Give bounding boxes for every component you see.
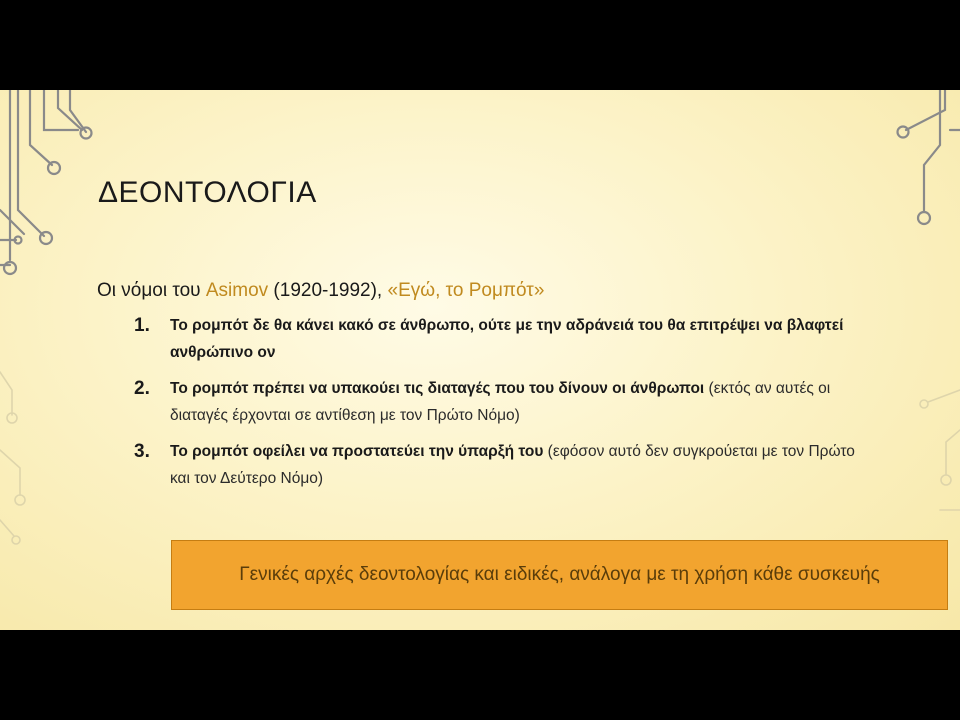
law-item-1 [130, 312, 860, 366]
callout-box [171, 540, 948, 610]
law-number: 2. [134, 378, 150, 399]
law-statement: Το ρομπότ πρέπει να υπακούει τις διαταγές που του δίνουν οι άνθρωποι [170, 380, 705, 397]
slide-title: ΔΕΟΝΤΟΛΟΓΙΑ [98, 176, 317, 209]
callout-text: Γενικές αρχές δεοντολογίας και ειδικές, ανάλογα με τη χρήση κάθε συσκευής [239, 564, 880, 585]
law-number: 3. [134, 441, 150, 462]
law-item-3 [130, 438, 860, 492]
law-number: 1. [134, 315, 150, 336]
intro-line [97, 280, 544, 302]
author-name: Asimov [205, 280, 269, 301]
author-years: (1920-1992), [268, 280, 388, 301]
law-statement: Το ρομπότ δε θα κάνει κακό σε άνθρωπο, ούτε με την αδράνειά του θα επιτρέψει να βλαφτεί ανθρώπινο ον [170, 317, 844, 361]
law-statement: Το ρομπότ οφείλει να προστατεύει την ύπαρξή του [170, 443, 544, 460]
intro-prefix: Οι νόμοι του [97, 280, 206, 301]
laws-list [130, 312, 860, 501]
law-clarification: (εφόσον αυτό δεν συγκρούεται με τον Πρώτο και τον Δεύτερο Νόμο) [170, 443, 855, 487]
law-item-2 [130, 375, 860, 429]
book-title: «Εγώ, το Ρομπότ» [387, 280, 545, 301]
slide [0, 90, 960, 630]
law-clarification: (εκτός αν αυτές οι διαταγές έρχονται σε αντίθεση με τον Πρώτο Νόμο) [170, 380, 831, 424]
